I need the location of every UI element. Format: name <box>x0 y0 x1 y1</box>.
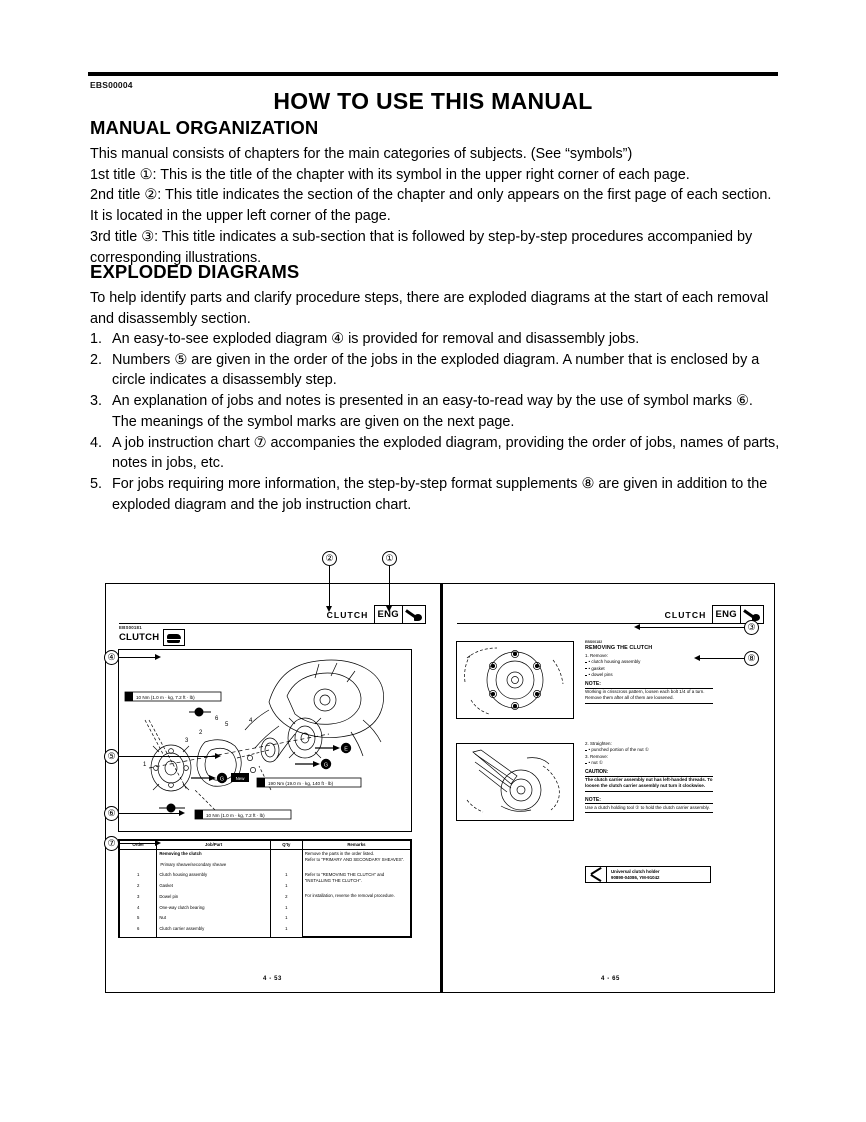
header-rule-left <box>119 623 426 624</box>
section-title-left <box>119 629 185 646</box>
callout-7-leader <box>119 843 157 844</box>
remark-line: Refer to “PRIMARY AND SECONDARY SHEAVES”. <box>304 856 405 862</box>
header-rule <box>88 72 778 76</box>
paragraph: This manual consists of chapters for the main categories of subjects. (See “symbols”) <box>90 146 633 162</box>
list-item <box>90 391 780 432</box>
special-tool-text <box>607 869 660 880</box>
atv-icon <box>163 629 185 646</box>
svg-text:4: 4 <box>249 718 253 724</box>
cell-order: 6 <box>120 926 157 937</box>
list-item-text: A job instruction chart ⑦ accompanies the exploded diagram, providing the order of jobs, names of parts, notes in jobs, etc. <box>112 434 780 472</box>
list-item <box>90 433 780 474</box>
note-label: NOTE: <box>585 681 713 687</box>
paragraph: 2nd title ②: This title indicates the section of the chapter and only appears on the first page of each section. It is located in the upper left corner of the page. <box>90 187 772 225</box>
cell-part: One-way clutch bearing <box>157 904 271 915</box>
header-rule-right <box>457 623 764 624</box>
procedure-illustration-bottom <box>456 743 574 821</box>
callout-3: ③ <box>744 620 759 635</box>
cell-part: Clutch housing assembly <box>157 872 271 883</box>
list-item-number: 1. <box>90 331 103 347</box>
callout-6: ⑥ <box>104 806 119 821</box>
callout-3-arrow <box>634 624 640 630</box>
note-label: NOTE: <box>585 797 713 803</box>
svg-text:G: G <box>219 776 225 783</box>
cell-qty: 1 <box>270 883 302 894</box>
note-underline <box>585 812 713 813</box>
column-header-remarks: Remarks <box>302 841 410 850</box>
cell-part: Nut <box>157 915 271 926</box>
svg-text:3: 3 <box>185 738 189 744</box>
callout-2-leader <box>329 566 330 608</box>
svg-text:10 Nm (1.0 m · kg, 7.2 ft · lb: 10 Nm (1.0 m · kg, 7.2 ft · lb) <box>136 695 195 700</box>
procedure-code: EBS00182 <box>585 640 603 644</box>
column-header-order <box>120 841 157 850</box>
procedure-step: • punched portion of the nut ① <box>585 747 713 753</box>
cell-qty <box>270 861 302 872</box>
list-item-number: 3. <box>90 393 103 410</box>
procedure-step: 3. Remove: <box>585 753 609 759</box>
list-item-text: An explanation of jobs and notes is presented in an easy-to-read way by the use of symbol marks ⑥. The meanings of the symbol marks are given on the next page. <box>112 393 753 430</box>
callout-1-leader <box>389 566 390 608</box>
svg-text:E: E <box>344 746 348 753</box>
cell-order: 1 <box>120 872 157 883</box>
cell-order: 5 <box>120 915 157 926</box>
cell-order <box>120 850 157 862</box>
svg-text:2: 2 <box>199 730 203 736</box>
procedure-block-top <box>585 639 713 703</box>
callout-5-leader <box>119 756 217 757</box>
chapter-title-label: CLUTCH <box>326 609 369 620</box>
section-title-label: CLUTCH <box>119 632 160 643</box>
list-item-text: For jobs requiring more information, the step-by-step format supplements ⑧ are given in addition to the exploded diagram and the job instruction chart. <box>112 475 768 513</box>
cell-qty <box>270 850 302 862</box>
callout-1: ① <box>382 551 397 566</box>
list-item-number: 5. <box>90 475 103 492</box>
procedure-illustration-top <box>456 641 574 719</box>
callout-4-arrow <box>155 654 161 660</box>
tool-part-numbers: 90890-04086, YM-91042 <box>611 874 660 880</box>
procedure-step: • dowel pins <box>585 672 713 678</box>
chapter-symbol-label: ENG <box>377 609 399 620</box>
sample-page-right <box>443 583 778 993</box>
cell-qty: 2 <box>270 893 302 904</box>
procedure-step: 1. Remove: <box>585 652 609 658</box>
list-item <box>90 329 780 350</box>
special-tool-icon <box>586 867 607 882</box>
clutch-holder-art <box>457 744 573 820</box>
callout-6-leader <box>119 813 181 814</box>
list-item <box>90 350 780 391</box>
callout-5-arrow <box>215 753 221 759</box>
callout-8: ⑧ <box>744 651 759 666</box>
chapter-symbol-label: ENG <box>715 609 737 620</box>
job-chart-table <box>119 840 411 937</box>
callout-4-leader <box>119 657 157 658</box>
procedure-step: • nut ① <box>585 760 713 766</box>
procedure-step: 2. Straighten: <box>585 741 612 746</box>
sample-page-left <box>105 583 440 993</box>
cell-qty: 1 <box>270 926 302 937</box>
note-underline <box>585 703 713 704</box>
document-code: EBS00004 <box>90 80 133 90</box>
svg-text:G: G <box>323 762 329 769</box>
figure-sample-pages <box>105 583 775 993</box>
exploded-diagram-art <box>119 650 411 831</box>
cell-order: 2 <box>120 883 157 894</box>
svg-text:6: 6 <box>215 716 219 722</box>
cell-part: Gasket <box>157 883 271 894</box>
cell-qty: 1 <box>270 904 302 915</box>
callout-5: ⑤ <box>104 749 119 764</box>
cell-qty: 1 <box>270 872 302 883</box>
callout-1-arrow <box>386 606 392 612</box>
chapter-symbol-box <box>374 605 427 624</box>
list-item-number: 4. <box>90 434 103 451</box>
procedure-block-bottom <box>585 741 713 813</box>
exploded-diagrams-list <box>90 329 780 515</box>
page-header-left <box>327 605 426 624</box>
callout-2-arrow <box>326 606 332 612</box>
svg-text:190 Nm (19.0 m · kg, 140 ft ·: 190 Nm (19.0 m · kg, 140 ft · lb) <box>268 781 334 786</box>
job-instruction-chart <box>118 839 412 938</box>
remark-line: Refer to “REMOVING THE CLUTCH” and “INSTALLING THE CLUTCH”. <box>304 871 385 884</box>
cell-part: Dowel pin <box>157 893 271 904</box>
paragraph: 1st title ①: This is the title of the chapter with its symbol in the upper right corner of each page. <box>90 166 690 183</box>
paragraph: To help identify parts and clarify procedure steps, there are exploded diagrams at the start of each removal and disassembly section. <box>90 290 769 327</box>
chapter-title-label: CLUTCH <box>664 609 707 620</box>
callout-8-leader <box>700 658 744 659</box>
caution-underline <box>585 791 713 792</box>
procedure-step: • gasket <box>585 666 713 672</box>
callout-4: ④ <box>104 650 119 665</box>
exploded-diagrams-intro <box>90 288 780 329</box>
list-item <box>90 474 780 515</box>
cell-group-sub: Primary sheave/secondary sheave <box>157 861 271 872</box>
cell-qty: 1 <box>270 915 302 926</box>
column-header-qty: Q'ty <box>270 841 302 850</box>
list-item-number: 2. <box>90 351 103 368</box>
callout-2: ② <box>322 551 337 566</box>
svg-text:1: 1 <box>143 762 147 768</box>
page-number-left: 4 - 53 <box>263 976 282 982</box>
callout-3-leader <box>640 627 744 628</box>
section-heading-manual-organization: MANUAL ORGANIZATION <box>90 117 319 138</box>
svg-text:New: New <box>235 775 245 781</box>
section-heading-exploded-diagrams: EXPLODED DIAGRAMS <box>90 261 300 282</box>
remark-line: For installation, reverse the removal procedure. <box>304 893 395 899</box>
caution-label: CAUTION: <box>585 769 713 775</box>
svg-text:10 Nm (1.0 m · kg, 7.2 ft · lb: 10 Nm (1.0 m · kg, 7.2 ft · lb) <box>206 813 265 818</box>
special-tool-box <box>585 866 711 883</box>
note-text: Working in crisscross pattern, loosen each bolt 1/4 of a turn. Remove them after all of them are loosened. <box>585 688 705 701</box>
list-item-text: An easy-to-see exploded diagram ④ is provided for removal and disassembly jobs. <box>112 331 640 347</box>
table-header-row <box>120 841 411 850</box>
callout-7-arrow <box>155 840 161 846</box>
tool-name: Universal clutch holder <box>611 868 660 874</box>
callout-8-arrow <box>694 655 700 661</box>
column-header-part: Job/Part <box>157 841 271 850</box>
paragraph: 3rd title ③: This title indicates a sub-section that is followed by step-by-step procedures accompanied by corresponding illustrations. <box>90 228 753 266</box>
engine-icon <box>402 606 425 623</box>
cell-remarks <box>302 850 410 937</box>
remark-line: Remove the parts in the order listed. <box>304 850 375 856</box>
callout-7: ⑦ <box>104 836 119 851</box>
list-item-text: Numbers ⑤ are given in the order of the jobs in the exploded diagram. A number that is enclosed by a circle indicates a disassembly step. <box>112 351 760 389</box>
page-number-right: 4 - 65 <box>601 976 620 982</box>
cell-order <box>120 861 157 872</box>
cell-group-title: Removing the clutch <box>157 850 271 862</box>
cell-order: 4 <box>120 904 157 915</box>
section-code-left: EBS00181 <box>119 625 142 630</box>
exploded-diagram-panel <box>118 649 412 832</box>
clutch-housing-art <box>457 642 573 718</box>
procedure-title: REMOVING THE CLUTCH <box>585 645 653 652</box>
cell-part: Clutch carrier assembly <box>157 926 271 937</box>
svg-text:5: 5 <box>225 722 229 728</box>
manual-organization-body <box>90 144 780 268</box>
callout-6-arrow <box>179 810 185 816</box>
page-title: HOW TO USE THIS MANUAL <box>273 88 593 114</box>
table-row <box>120 850 411 862</box>
caution-text: The clutch carrier assembly nut has left-handed threads. To loosen the clutch carrier assembly nut turn it clockwise. <box>585 777 713 789</box>
cell-order: 3 <box>120 893 157 904</box>
note-text: Use a clutch holding tool ② to hold the clutch carrier assembly. <box>585 804 710 810</box>
procedure-step: • clutch housing assembly <box>585 659 713 665</box>
